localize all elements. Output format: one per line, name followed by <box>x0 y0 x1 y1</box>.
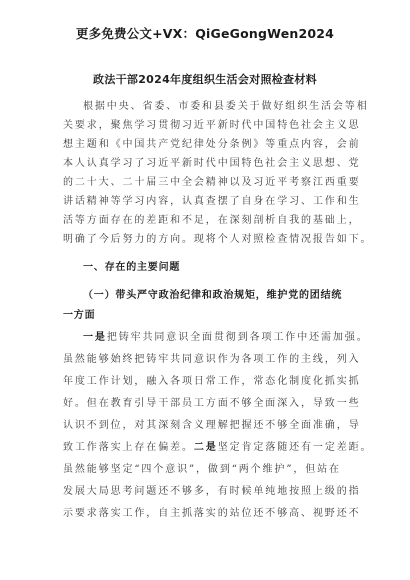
paragraph-line <box>83 331 369 345</box>
paragraph-line: 年度工作计划，融入各项日常工作，常态化制度化抓实抓 <box>63 376 361 387</box>
paragraph-line: 的二十大、二十届三中全会精神以及习近平考察江西重要 <box>63 177 361 188</box>
paragraph-line: 活等方面存在的差距和不足，在深刻剖析自我的基础上， <box>63 215 361 226</box>
paragraph-line: 虽然能够坚定“四个意识”，做到“两个维护”，但站在 <box>63 464 341 475</box>
paragraph-line: 认识不到位，对其深刻含义理解把握还不够全面准确，导 <box>63 420 361 431</box>
paragraph-line: 明确了今后努力的方向。现将个人对照检查情况报告如下。 <box>63 234 373 245</box>
paragraph-line <box>63 441 373 455</box>
paragraph-line: 讲话精神等学习内容，认真查摆了自身在学习、工作和生 <box>63 196 361 207</box>
paragraph-text: 致工作落实上存在偏差。 <box>63 442 194 453</box>
paragraph-line: 示要求落实工作，自主抓落实的站位还不够高、视野还不 <box>63 508 361 519</box>
emphasis-text: 一是 <box>83 332 107 343</box>
paragraph-line: 发展大局思考问题还不够多，有时候单纯地按照上级的指 <box>63 486 361 497</box>
paragraph-text: 把铸牢共同意识全面贯彻到各项工作中还需加强。 <box>106 332 369 343</box>
document-title: 政法干部2024年度组织生活会对照检查材料 <box>93 73 317 86</box>
paragraph-line: 本人认真学习了习近平新时代中国特色社会主义思想、党 <box>63 158 361 169</box>
paragraph-line: 关要求，聚焦学习贯彻习近平新时代中国特色社会主义思 <box>63 120 361 131</box>
paragraph-line: 想主题和《中国共产党纪律处分条例》等重点内容，会前 <box>63 139 361 150</box>
subsection-heading-cont: 一方面 <box>63 310 96 321</box>
emphasis-text: 二是 <box>193 442 218 453</box>
paragraph-text: 坚定肯定落随还有一定差距。 <box>217 442 373 453</box>
subsection-heading: （一）带头严守政治纪律和政治规矩，维护党的团结统 <box>83 290 343 301</box>
paragraph-line: 根据中央、省委、市委和县委关于做好组织生活会等相 <box>83 101 369 112</box>
section-heading: 一、存在的主要问题 <box>83 262 181 273</box>
watermark-header: 更多免费公文+VX：QiGeGongWen2024 <box>75 26 335 41</box>
paragraph-line: 虽然能够始终把铸牢共同意识作为各项工作的主线，列入 <box>63 354 361 365</box>
paragraph-line: 好。但在教育引导干部员工方面不够全面深入，导致一些 <box>63 398 361 409</box>
